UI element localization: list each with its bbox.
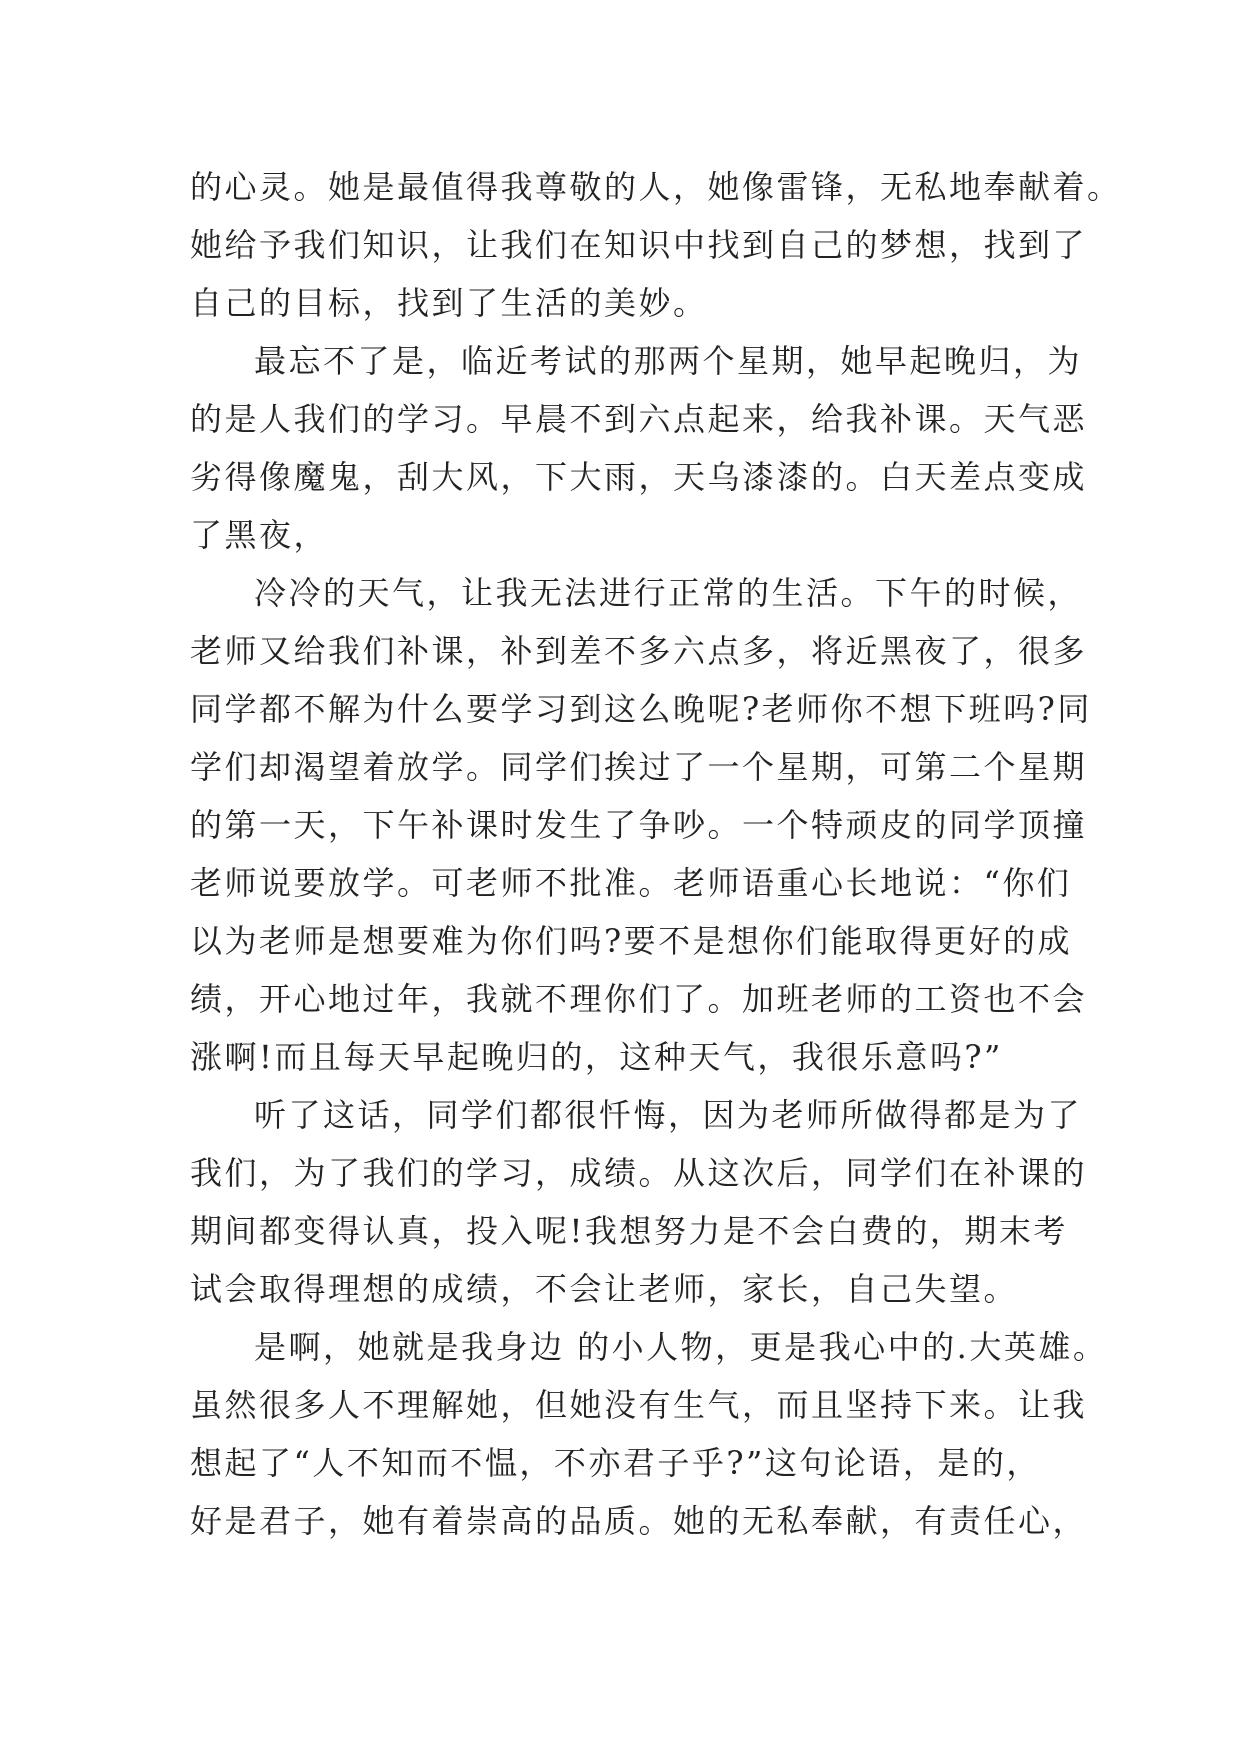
text-line: 的是人我们的学习。早晨不到六点起来，给我补课。天气恶 [190,400,1088,438]
text-line: 期间都变得认真，投入呢!我想努力是不会白费的，期末考 [190,1212,1068,1250]
text-line: 了黑夜， [190,516,329,554]
paragraph-first-line: 冷冷的天气，让我无法进行正常的生活。下午的时候， [254,574,1083,612]
text-line: 学们却渴望着放学。同学们挨过了一个星期，可第二个星期 [190,748,1088,786]
text-line: 老师说要放学。可老师不批准。老师语重心长地说：“你们 [190,864,1072,902]
paragraph-first-line: 是啊，她就是我身边 的小人物，更是我心中的.大英雄。 [254,1328,1108,1366]
paragraph-first-line: 最忘不了是，临近考试的那两个星期，她早起晚归，为 [254,342,1083,380]
text-line: 老师又给我们补课，补到差不多六点多，将近黑夜了，很多 [190,632,1088,670]
text-line: 以为老师是想要难为你们吗?要不是想你们能取得更好的成 [190,922,1073,960]
text-line: 虽然很多人不理解她，但她没有生气，而且坚持下来。让我 [190,1386,1088,1424]
text-line: 劣得像魔鬼，刮大风，下大雨，天乌漆漆的。白天差点变成 [190,458,1088,496]
text-line: 同学都不解为什么要学习到这么晚呢?老师你不想下班吗?同 [190,690,1092,728]
text-line: 好是君子，她有着崇高的品质。她的无私奉献，有责任心， [190,1502,1088,1540]
paragraph-first-line: 听了这话，同学们都很忏悔，因为老师所做得都是为了 [254,1096,1083,1134]
text-line: 自己的目标，找到了生活的美妙。 [190,284,708,322]
text-line: 涨啊!而且每天早起晚归的，这种天气，我很乐意吗?” [190,1038,1003,1076]
text-line: 的心灵。她是最值得我尊敬的人，她像雷锋，无私地奉献着。 [190,168,1122,206]
text-line: 她给予我们知识，让我们在知识中找到自己的梦想，找到了 [190,226,1088,264]
text-line: 的第一天，下午补课时发生了争吵。一个特顽皮的同学顶撞 [190,806,1088,844]
text-line: 想起了“人不知而不愠，不亦君子乎?”这句论语，是的， [190,1444,1041,1482]
article-body [190,158,1122,1550]
text-line: 绩，开心地过年，我就不理你们了。加班老师的工资也不会 [190,980,1088,1018]
text-line: 我们，为了我们的学习，成绩。从这次后，同学们在补课的 [190,1154,1088,1192]
text-line: 试会取得理想的成绩，不会让老师，家长，自己失望。 [190,1270,1019,1308]
